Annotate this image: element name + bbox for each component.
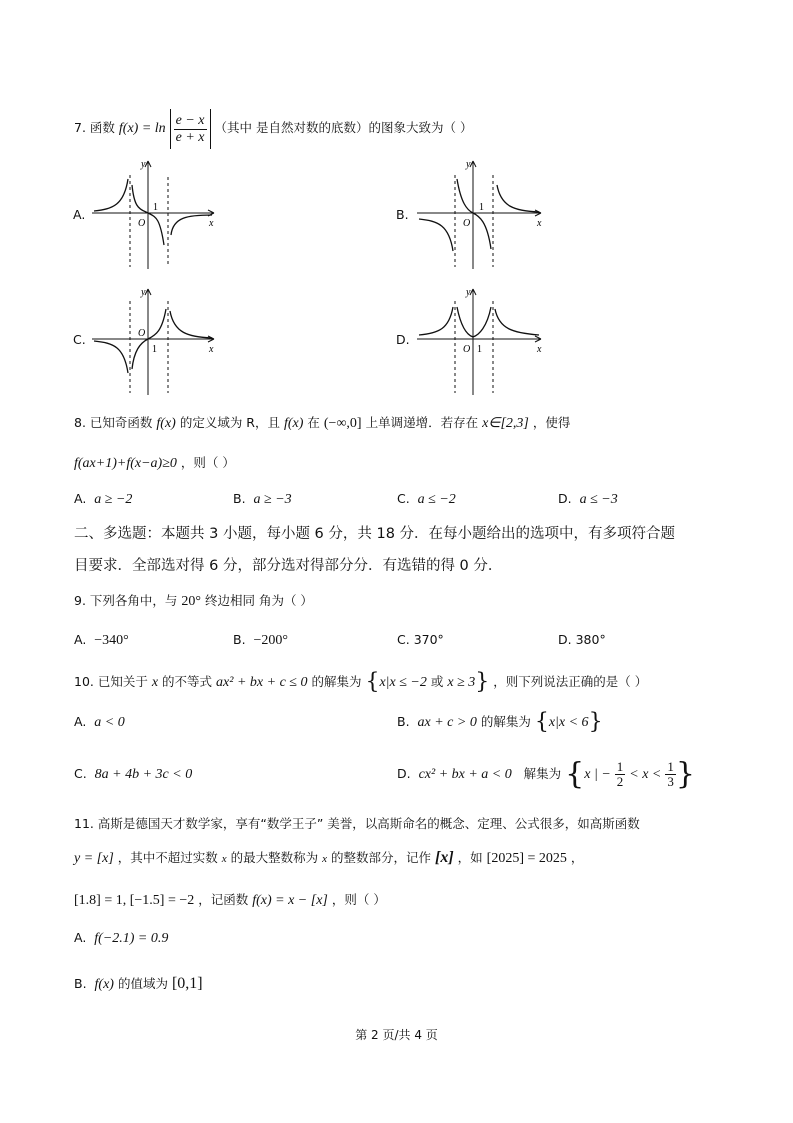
q8-math-interval: (−∞,0]	[323, 416, 362, 431]
q8-option-c-math: a ≤ −2	[417, 492, 456, 507]
q7d-one: 1	[477, 344, 482, 355]
q11-line2	[74, 846, 583, 871]
q8-text-then: ，则（ ）	[180, 455, 235, 470]
q10-text-a: 10. 已知关于	[74, 674, 148, 689]
q10-option-b-math: ax + c > 0	[417, 715, 477, 730]
q7-option-b-label: B.	[396, 207, 409, 222]
q10-option-a-math: a < 0	[94, 715, 125, 730]
q7-option-d-label: D.	[396, 332, 410, 347]
q7-graph-d	[413, 283, 548, 398]
q8-option-b	[233, 491, 292, 508]
q7d-x: x	[537, 344, 542, 355]
q10-option-b	[397, 710, 603, 735]
q10-set-close-brace: }	[475, 669, 490, 695]
q11-text-h: ，如	[457, 850, 483, 865]
q10-d-frac2	[665, 760, 676, 790]
q8-math-fx1: f(x)	[156, 416, 176, 431]
q10-d-set-b: < x <	[629, 767, 662, 782]
q9-option-a-value: −340°	[94, 633, 129, 648]
q11-option-b-label: B.	[74, 976, 87, 991]
q9-option-d-label: D.	[558, 632, 572, 647]
q10-option-b-set: x|x < 6	[548, 715, 589, 730]
q9-text-c: 终边相同 角为（ ）	[204, 593, 313, 608]
q8-text-a: 8. 已知奇函数	[74, 415, 153, 430]
q10-option-b-label: B.	[397, 714, 410, 729]
page-footer: 第 2 页/共 4 页	[355, 1028, 438, 1042]
q7c-y: y	[141, 287, 146, 298]
q7d-y: y	[466, 287, 471, 298]
q7-option-a-label: A.	[73, 207, 86, 222]
q10-option-c	[74, 766, 192, 783]
q8-text-g: 上单调递增．若存在	[365, 415, 479, 430]
q10-text-i: ，则下列说法正确的是（ ）	[493, 674, 648, 689]
q9-angle: 20°	[181, 594, 201, 609]
q8-math-inequality: f(ax+1)+f(x−a)≥0	[74, 456, 177, 471]
q9-option-b	[233, 632, 288, 649]
q11-gauss-fn: y = [x]	[74, 851, 114, 866]
q10-text-e: 的解集为	[311, 674, 362, 689]
q9-option-c-label: C.	[397, 632, 410, 647]
q11-option-a	[74, 930, 168, 947]
q10-d-frac1-num: 1	[616, 758, 624, 774]
q9-option-c-value: 370°	[413, 632, 444, 647]
q11-option-b	[74, 974, 203, 993]
q7-graph-c	[88, 283, 223, 398]
q8-option-a-math: a ≥ −2	[94, 492, 133, 507]
q8-option-d-math: a ≤ −3	[579, 492, 618, 507]
q9-option-d-value: 380°	[575, 632, 606, 647]
q10-set-open-brace: {	[365, 669, 380, 695]
q11-example-2025: [2025] = 2025	[486, 851, 567, 866]
section2-line2: 目要求．全部选对得 6 分，部分选对得部分分．有选错的得 0 分．	[74, 558, 503, 574]
q7-fraction	[174, 113, 207, 145]
q10-option-a-label: A.	[74, 714, 87, 729]
q7a-y: y	[141, 159, 146, 170]
q8-option-c	[397, 491, 456, 508]
q7-frac-num: e − x	[175, 113, 205, 129]
q10-option-d-tail: 解集为	[523, 766, 562, 781]
q9-option-c	[397, 632, 444, 647]
q10-set-part2: x ≥ 3	[447, 675, 476, 690]
q10-option-c-label: C.	[74, 766, 87, 781]
q10-option-d-label: D.	[397, 766, 411, 781]
q11-option-b-set: [0,1]	[171, 975, 203, 992]
q8-math-fx2: f(x)	[283, 416, 304, 431]
q11-examples: [1.8] = 1, [−1.5] = −2	[74, 893, 195, 908]
q10-d-open-brace: {	[565, 756, 585, 792]
q11-fx-def: f(x) = x − [x]	[252, 893, 328, 908]
q11-bracket-x: [x]	[435, 849, 454, 866]
q7b-one: 1	[479, 202, 484, 213]
q7b-origin: O	[463, 218, 471, 229]
q10-option-d-math: cx² + bx + a < 0	[418, 767, 512, 782]
q7-number: 7. 函数	[74, 120, 115, 135]
q11-text-j: ，	[570, 850, 584, 865]
q11-var-x1: x	[221, 853, 227, 865]
q11-line3	[74, 888, 386, 913]
q7-tail: （其中 是自然对数的底数）的图象大致为（ ）	[214, 120, 473, 135]
q11-text-3b: ，记函数	[198, 892, 249, 907]
q7-function: f(x) = ln	[118, 121, 166, 136]
q8-option-b-math: a ≥ −3	[253, 492, 292, 507]
section2-line1: 二、多选题：本题共 3 小题，每小题 6 分，共 18 分．在每小题给出的选项中，有多项符合题	[74, 526, 676, 542]
q10-option-b-tail: 的解集为	[480, 714, 531, 729]
q7c-one: 1	[152, 344, 157, 355]
q7a-x: x	[209, 218, 214, 229]
q7a-one: 1	[153, 202, 158, 213]
q10-option-a	[74, 714, 125, 731]
q11-text-d: 的最大整数称为	[230, 850, 319, 865]
q8-text-i: ，使得	[532, 415, 571, 430]
q8-option-b-label: B.	[233, 491, 246, 506]
q9-option-a	[74, 632, 129, 649]
q7-graph-a	[88, 155, 223, 273]
q11-option-b-math: f(x)	[94, 977, 114, 992]
q7c-origin: O	[138, 328, 146, 339]
q10-set-part1: x|x ≤ −2	[379, 675, 427, 690]
q8-option-a-label: A.	[74, 491, 87, 506]
q7c-x: x	[209, 344, 214, 355]
q8-text-c: 的定义域为 R，且	[179, 415, 280, 430]
q10-d-frac1	[615, 760, 626, 790]
q7d-origin: O	[463, 344, 471, 355]
q10-d-frac2-den: 3	[667, 774, 674, 789]
q10-inequality: ax² + bx + c ≤ 0	[216, 675, 308, 690]
q7-stem	[74, 108, 472, 148]
q7a-origin: O	[138, 218, 146, 229]
q11-option-a-label: A.	[74, 930, 87, 945]
q10-d-frac1-den: 2	[616, 774, 624, 789]
q8-math-x-range: x∈[2,3]	[482, 416, 529, 431]
q10-d-frac2-num: 1	[667, 758, 674, 774]
q10-option-c-math: 8a + 4b + 3c < 0	[94, 767, 193, 782]
q9-option-d	[558, 632, 606, 647]
q10-text-c: 的不等式	[162, 674, 213, 689]
q10-b-close-brace: }	[588, 709, 603, 735]
q11-line1: 11. 高斯是德国天才数学家，享有“数学王子” 美誉，以高斯命名的概念、定理、公式很多，如高斯函数	[74, 816, 640, 831]
q10-text-or: 或	[430, 674, 444, 689]
q8-option-d-label: D.	[558, 491, 572, 506]
q7b-y: y	[466, 159, 471, 170]
q7-abs	[170, 109, 211, 149]
q8-option-c-label: C.	[397, 491, 410, 506]
q8-text-e: 在	[307, 415, 320, 430]
q10-d-close-brace: }	[675, 756, 695, 792]
q7-graph-b	[413, 155, 548, 273]
q10-b-open-brace: {	[534, 709, 549, 735]
q8-line2	[74, 452, 235, 475]
q10-d-set-a: x | −	[584, 767, 611, 782]
q10-stem	[74, 670, 647, 695]
q9-option-a-label: A.	[74, 632, 87, 647]
q8-option-a	[74, 491, 132, 508]
q10-var-x: x	[151, 675, 159, 690]
q9-option-b-value: −200°	[253, 633, 289, 648]
q7-option-c-label: C.	[73, 332, 86, 347]
q11-text-f: 的整数部分，记作	[331, 850, 432, 865]
q8-line1	[74, 412, 570, 435]
q11-option-a-math: f(−2.1) = 0.9	[94, 931, 169, 946]
q9-option-b-label: B.	[233, 632, 246, 647]
q9-text-a: 9. 下列各角中，与	[74, 593, 178, 608]
q10-option-d	[397, 752, 695, 796]
q11-text-b: ，其中不超过实数	[117, 850, 218, 865]
q8-option-d	[558, 491, 618, 508]
q9-stem	[74, 591, 313, 610]
q11-option-b-tail: 的值域为	[117, 976, 168, 991]
q7b-x: x	[537, 218, 542, 229]
q11-text-3d: ，则（ ）	[331, 892, 386, 907]
q11-var-x2: x	[322, 853, 328, 865]
q7-frac-den: e + x	[175, 129, 205, 145]
